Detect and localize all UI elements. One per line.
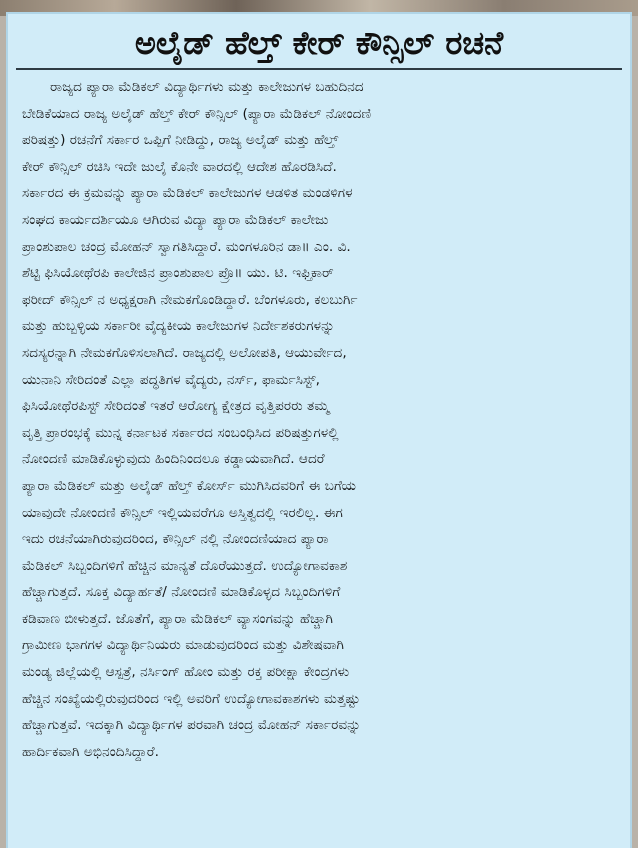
article-body-line: ಗ್ರಾಮೀಣ ಭಾಗಗಳ ವಿದ್ಯಾರ್ಥಿನಿಯರು ಮಾಡುವುದರಿಂದ ಮತ್ತು ವಿಶೇಷವಾಗಿ [22, 637, 345, 654]
article-body-line: ರಾಜ್ಯದ ಪ್ಯಾರಾ ಮೆಡಿಕಲ್ ವಿದ್ಯಾರ್ಥಿಗಳು ಮತ್ತು ಕಾಲೇಜುಗಳ ಬಹುದಿನದ [50, 79, 364, 95]
article-body-line: ಹೆಚ್ಚಾಗುತ್ತದೆ. ಸೂಕ್ತ ವಿದ್ಯಾರ್ಹತೆ/ ನೋಂದಣಿ ಮಾಡಿಕೊಳ್ಳದ ಸಿಬ್ಬಂದಿಗಳಿಗೆ [22, 584, 341, 601]
article-body-line: ಫರೀದ್ ಕೌನ್ಸಿಲ್ ನ ಅಧ್ಯಕ್ಷರಾಗಿ ನೇಮಕಗೊಂಡಿದ್ದಾರೆ. ಬೆಂಗಳೂರು, ಕಲಬುರ್ಗಿ [22, 291, 358, 308]
article-body-line: ವೃತ್ತಿ ಪ್ರಾರಂಭಕ್ಕೆ ಮುನ್ನ ಕರ್ನಾಟಕ ಸರ್ಕಾರದ ಸಂಬಂಧಿಸಿದ ಪರಿಷತ್ತುಗಳಲ್ಲಿ [22, 424, 339, 441]
article-body-line: ಹೆಚ್ಚಿನ ಸಂಖ್ಯೆಯಲ್ಲಿರುವುದರಿಂದ ಇಲ್ಲಿ ಅವರಿಗೆ ಉದ್ಯೋಗಾವಕಾಶಗಳು ಮತ್ತಷ್ಟು [22, 690, 361, 707]
article-body-line: ಫಿಸಿಯೋಥೆರಪಿಸ್ಟ್ ಸೇರಿದಂತೆ ಇತರೆ ಆರೋಗ್ಯ ಕ್ಷೇತ್ರದ ವೃತ್ತಿಪರರು ತಮ್ಮ [22, 398, 330, 415]
article-body-line: ಹೆಚ್ಚಾಗುತ್ತವೆ. ಇದಕ್ಕಾಗಿ ವಿದ್ಯಾರ್ಥಿಗಳ ಪರವಾಗಿ ಚಂದ್ರ ಮೋಹನ್ ಸರ್ಕಾರವನ್ನು [22, 717, 361, 734]
article-headline: ಅಲೈಡ್ ಹೆಲ್ತ್ ಕೇರ್ ಕೌನ್ಸಿಲ್ ರಚನೆ [134, 24, 504, 62]
article-body-line: ಮೆಡಿಕಲ್ ಸಿಬ್ಬಂದಿಗಳಿಗೆ ಹೆಚ್ಚಿನ ಮಾನ್ಯತೆ ದೊರೆಯುತ್ತದೆ. ಉದ್ಯೋಗಾವಕಾಶ [22, 557, 348, 574]
article-body-line: ಮಂಡ್ಯ ಜಿಲ್ಲೆಯಲ್ಲಿ ಆಸ್ಪತ್ರೆ, ನರ್ಸಿಂಗ್ ಹೋಂ ಮತ್ತು ರಕ್ತ ಪರೀಕ್ಷಾ ಕೇಂದ್ರಗಳು [22, 664, 350, 681]
article-body-line: ಸದಸ್ಯರನ್ನಾಗಿ ನೇಮಕಗೊಳಿಸಲಾಗಿದೆ. ರಾಜ್ಯದಲ್ಲಿ ಅಲೋಪತಿ, ಆಯುರ್ವೇದ, [22, 344, 347, 361]
article-body-line: ಶೆಟ್ಟಿ ಫಿಸಿಯೋಥೆರಪಿ ಕಾಲೇಜಿನ ಪ್ರಾಂಶುಪಾಲ ಪ್ರೊ॥ ಯು. ಟಿ. ಇಫ್ತಿಕಾರ್ [22, 265, 334, 282]
headline-divider [16, 68, 622, 70]
article-body-line: ಸಂಘದ ಕಾರ್ಯದರ್ಶಿಯೂ ಆಗಿರುವ ವಿದ್ಯಾ ಪ್ಯಾರಾ ಮೆಡಿಕಲ್ ಕಾಲೇಜು [22, 211, 329, 228]
article-body-line: ಯಾವುದೇ ನೋಂದಣಿ ಕೌನ್ಸಿಲ್ ಇಲ್ಲಿಯವರೆಗೂ ಅಸ್ತಿತ್ವದಲ್ಲಿ ಇರಲಿಲ್ಲ. ಈಗ [22, 504, 343, 521]
article-body-line: ಪ್ಯಾರಾ ಮೆಡಿಕಲ್ ಮತ್ತು ಅಲೈಡ್ ಹೆಲ್ತ್ ಕೋರ್ಸ್ ಮುಗಿಸಿದವರಿಗೆ ಈ ಬಗೆಯ [22, 477, 357, 494]
article-body [22, 74, 618, 765]
article-body-line: ಸರ್ಕಾರದ ಈ ಕ್ರಮವನ್ನು ಪ್ಯಾರಾ ಮೆಡಿಕಲ್ ಕಾಲೇಜುಗಳ ಆಡಳಿತ ಮಂಡಳಿಗಳ [22, 185, 353, 202]
article-body-line: ಕೇರ್ ಕೌನ್ಸಿಲ್ ರಚಿಸಿ ಇದೇ ಜುಲೈ ಕೊನೇ ವಾರದಲ್ಲಿ ಆದೇಶ ಹೊರಡಿಸಿದೆ. [22, 158, 337, 175]
page-strip-bottom [0, 848, 638, 861]
article-body-line: ನೋಂದಣಿ ಮಾಡಿಕೊಳ್ಳುವುದು ಹಿಂದಿನಿಂದಲೂ ಕಡ್ಡಾಯವಾಗಿದೆ. ಆದರೆ [22, 451, 325, 468]
article-body-line: ಪ್ರಾಂಶುಪಾಲ ಚಂದ್ರ ಮೋಹನ್ ಸ್ವಾಗತಿಸಿದ್ದಾರೆ. ಮಂಗಳೂರಿನ ಡಾ॥ ಎಂ. ವಿ. [22, 238, 351, 255]
article-body-line: ಮತ್ತು ಹುಬ್ಬಳ್ಳಿಯ ಸರ್ಕಾರೀ ವೈದ್ಯಕೀಯ ಕಾಲೇಜುಗಳ ನಿರ್ದೇಶಕರುಗಳನ್ನು [22, 318, 335, 335]
article-body-line: ಬೇಡಿಕೆಯಾದ ರಾಜ್ಯ ಅಲೈಡ್ ಹೆಲ್ತ್ ಕೇರ್ ಕೌನ್ಸಿಲ್ (ಪ್ಯಾರಾ ಮೆಡಿಕಲ್ ನೋಂದಣಿ [22, 105, 372, 122]
article-body-line: ಹಾರ್ದಿಕವಾಗಿ ಅಭಿನಂದಿಸಿದ್ದಾರೆ. [22, 743, 159, 760]
newspaper-clipping [6, 12, 632, 850]
article-body-line: ಕಡಿವಾಣ ಬೀಳುತ್ತದೆ. ಜೊತೆಗೆ, ಪ್ಯಾರಾ ಮೆಡಿಕಲ್ ವ್ಯಾಸಂಗವನ್ನು ಹೆಚ್ಚಾಗಿ [22, 610, 333, 627]
article-body-line: ಇದು ರಚನೆಯಾಗಿರುವುದರಿಂದ, ಕೌನ್ಸಿಲ್ ನಲ್ಲಿ ನೋಂದಣಿಯಾದ ಪ್ಯಾರಾ [22, 531, 329, 548]
article-body-line: ಪರಿಷತ್ತು) ರಚನೆಗೆ ಸರ್ಕಾರ ಒಪ್ಪಿಗೆ ನೀಡಿದ್ದು, ರಾಜ್ಯ ಅಲೈಡ್ ಮತ್ತು ಹೆಲ್ತ್ [22, 132, 339, 149]
article-body-line: ಯುನಾನಿ ಸೇರಿದಂತೆ ಎಲ್ಲಾ ಪದ್ಧತಿಗಳ ವೈದ್ಯರು, ನರ್ಸ್, ಫಾರ್ಮಸಿಸ್ಟ್, [22, 371, 321, 388]
